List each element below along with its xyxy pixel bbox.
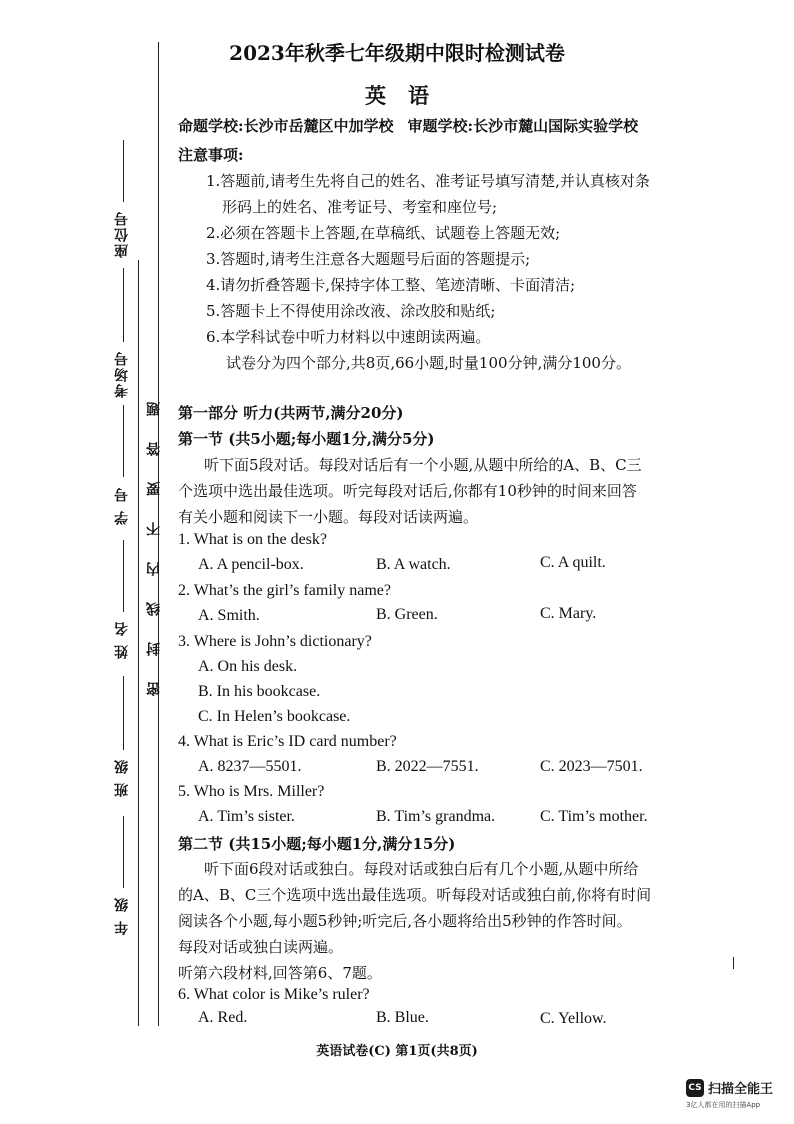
scan-mark bbox=[733, 957, 734, 969]
section1-instructions: 有关小题和阅读下一小题。每段对话读两遍。 bbox=[178, 508, 479, 526]
exam-title: 2023年秋季七年级期中限时检测试卷 bbox=[229, 41, 565, 65]
binding-blank-grade[interactable] bbox=[123, 816, 124, 888]
section2-instructions: 阅读各个小题,每小题5秒钟;听完后,各小题将给出5秒钟的作答时间。 bbox=[178, 912, 632, 930]
question-5: 5. Who is Mrs. Miller? bbox=[178, 783, 325, 800]
binding-label-room: 考场号 bbox=[114, 350, 130, 398]
question-6-option-a: A. Red. bbox=[198, 1009, 248, 1026]
binding-blank-student-id[interactable] bbox=[123, 405, 124, 477]
question-3-option-b: B. In his bookcase. bbox=[198, 683, 321, 700]
section1-heading: 第一节 (共5小题;每小题1分,满分5分) bbox=[178, 430, 435, 448]
binding-label-student-id: 学 号 bbox=[114, 486, 130, 525]
note-item: 5.答题卡上不得使用涂改液、涂改胶和贴纸; bbox=[206, 302, 496, 320]
section2-instructions: 听下面6段对话或独白。每段对话或独白后有几个小题,从题中所给 bbox=[204, 860, 639, 878]
note-item: 形码上的姓名、准考证号、考室和座位号; bbox=[222, 198, 498, 216]
binding-blank-seat[interactable] bbox=[123, 140, 124, 202]
material-note: 听第六段材料,回答第6、7题。 bbox=[178, 964, 382, 982]
binding-label-class: 班 级 bbox=[114, 758, 130, 797]
question-4-option-a: A. 8237—5501. bbox=[198, 758, 302, 775]
question-6-option-b: B. Blue. bbox=[376, 1009, 429, 1026]
binding-label-seat: 座位号 bbox=[114, 210, 130, 258]
question-1: 1. What is on the desk? bbox=[178, 531, 328, 548]
question-6: 6. What color is Mike’s ruler? bbox=[178, 986, 370, 1003]
binding-blank-class[interactable] bbox=[123, 676, 124, 750]
question-2-option-b: B. Green. bbox=[376, 606, 438, 623]
scanner-app-name: 扫描全能王 bbox=[708, 1082, 774, 1097]
section2-instructions: 的A、B、C三个选项中选出最佳选项。听每段对话或独白前,你将有时间 bbox=[178, 886, 652, 904]
setter-school: 命题学校:长沙市岳麓区中加学校 bbox=[178, 117, 394, 135]
question-2-option-c: C. Mary. bbox=[540, 605, 597, 622]
question-3-option-c: C. In Helen’s bookcase. bbox=[198, 708, 351, 725]
reviewer-school: 审题学校:长沙市麓山国际实验学校 bbox=[407, 117, 639, 135]
camscanner-logo-icon: CS bbox=[686, 1079, 704, 1097]
section1-instructions: 个选项中选出最佳选项。听完每段对话后,你都有10秒钟的时间来回答 bbox=[178, 482, 637, 500]
binding-label-name: 姓 名 bbox=[114, 620, 130, 659]
binding-border-inner bbox=[138, 260, 139, 1026]
seal-line-warning: 密封线内不要答题 bbox=[146, 376, 162, 696]
question-4-option-b: B. 2022—7551. bbox=[376, 758, 479, 775]
question-1-option-c: C. A quilt. bbox=[540, 554, 606, 571]
section2-heading: 第二节 (共15小题;每小题1分,满分15分) bbox=[178, 835, 456, 853]
question-3-option-a: A. On his desk. bbox=[198, 658, 298, 675]
page-footer: 英语试卷(C) 第1页(共8页) bbox=[316, 1044, 478, 1059]
scanner-tagline: 3亿人都在用的扫描App bbox=[686, 1101, 761, 1109]
binding-label-grade: 年 级 bbox=[114, 896, 130, 935]
section1-instructions: 听下面5段对话。每段对话后有一个小题,从题中所给的A、B、C三 bbox=[204, 456, 642, 474]
notes-heading: 注意事项: bbox=[178, 146, 244, 164]
question-5-option-b: B. Tim’s grandma. bbox=[376, 808, 496, 825]
note-item: 2.必须在答题卡上答题,在草稿纸、试题卷上答题无效; bbox=[206, 224, 561, 242]
note-item: 4.请勿折叠答题卡,保持字体工整、笔迹清晰、卡面清洁; bbox=[206, 276, 576, 294]
note-item: 6.本学科试卷中听力材料以中速朗读两遍。 bbox=[206, 328, 491, 346]
question-1-option-a: A. A pencil-box. bbox=[198, 556, 304, 573]
binding-blank-room[interactable] bbox=[123, 268, 124, 342]
part1-heading: 第一部分 听力(共两节,满分20分) bbox=[178, 404, 404, 422]
question-4-option-c: C. 2023—7501. bbox=[540, 758, 643, 775]
question-6-option-c: C. Yellow. bbox=[540, 1010, 607, 1027]
note-item: 3.答题时,请考生注意各大题题号后面的答题提示; bbox=[206, 250, 531, 268]
question-5-option-a: A. Tim’s sister. bbox=[198, 808, 295, 825]
question-4: 4. What is Eric’s ID card number? bbox=[178, 733, 397, 750]
note-item: 1.答题前,请考生先将自己的姓名、准考证号填写清楚,并认真核对条 bbox=[206, 172, 650, 190]
question-2-option-a: A. Smith. bbox=[198, 607, 260, 624]
binding-blank-name[interactable] bbox=[123, 540, 124, 612]
question-5-option-c: C. Tim’s mother. bbox=[540, 808, 648, 825]
section2-instructions: 每段对话或独白读两遍。 bbox=[178, 938, 344, 956]
notes-summary: 试卷分为四个部分,共8页,66小题,时量100分钟,满分100分。 bbox=[226, 354, 631, 372]
question-2: 2. What’s the girl’s family name? bbox=[178, 582, 391, 599]
exam-subject: 英语 bbox=[365, 83, 451, 108]
question-3: 3. Where is John’s dictionary? bbox=[178, 633, 372, 650]
school-info bbox=[178, 115, 638, 136]
question-1-option-b: B. A watch. bbox=[376, 556, 451, 573]
scanner-watermark bbox=[686, 1078, 773, 1097]
